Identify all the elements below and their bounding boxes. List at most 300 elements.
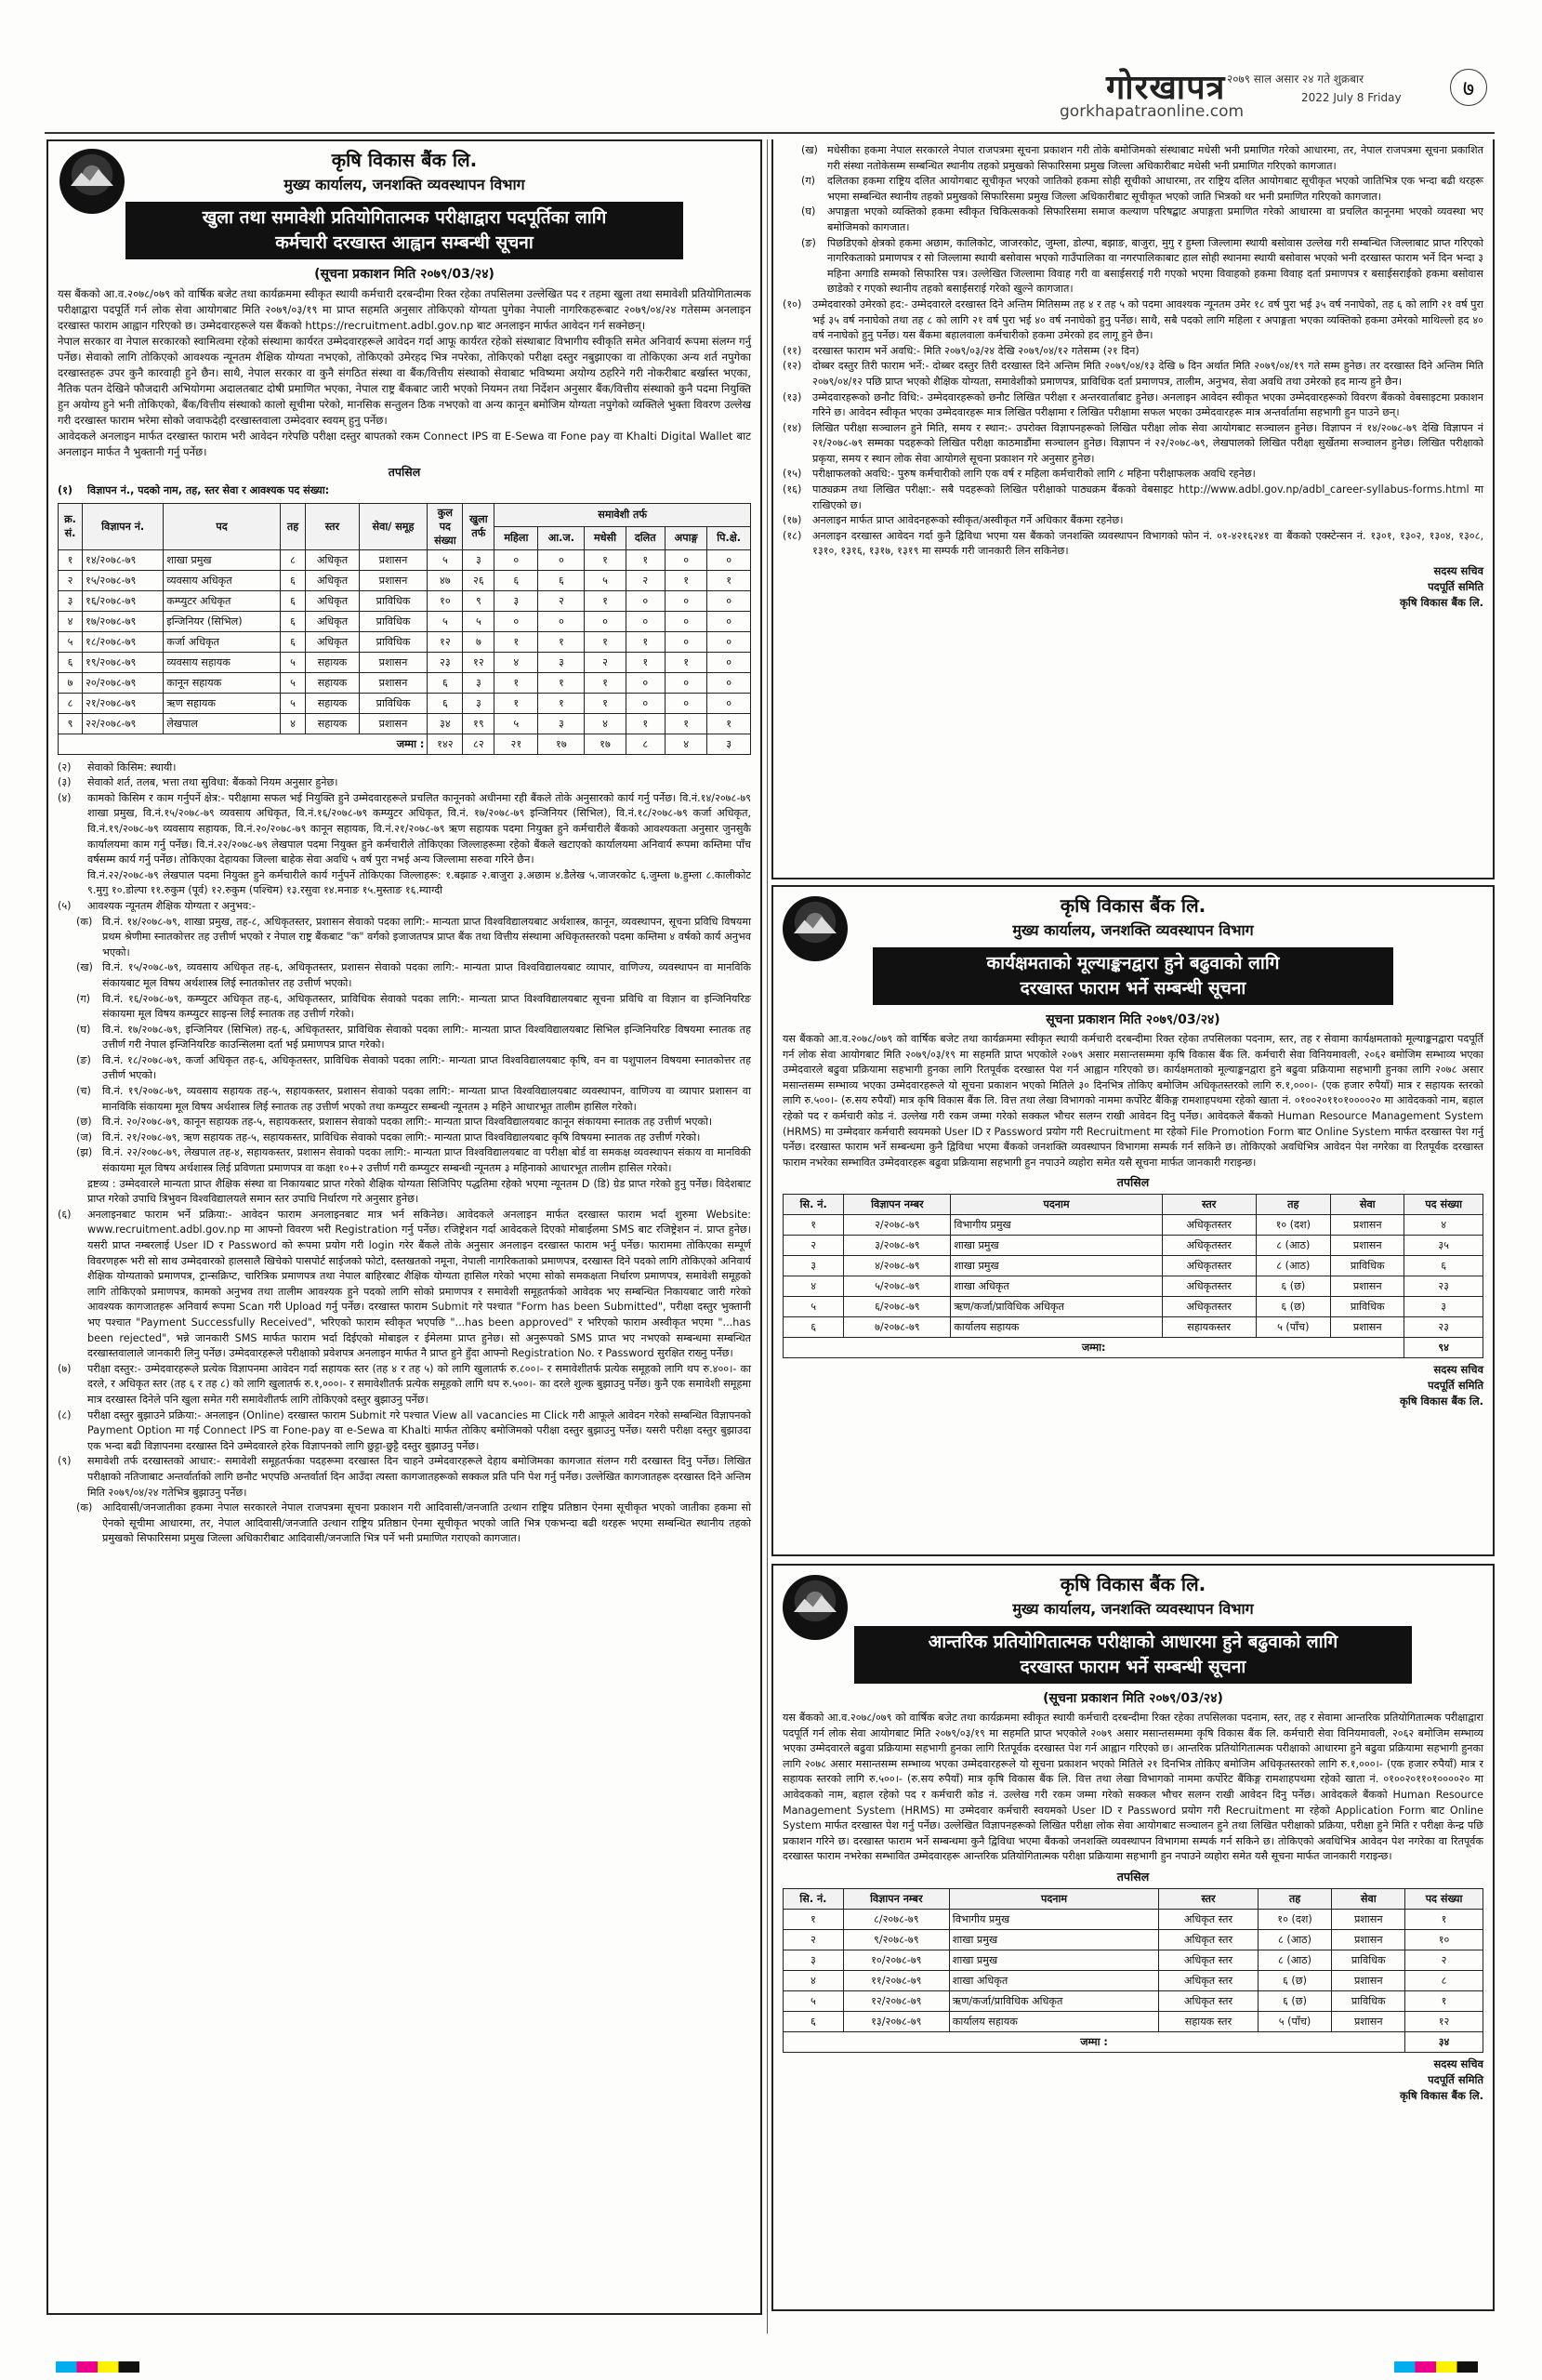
item-number: (क) bbox=[76, 915, 93, 928]
table-row bbox=[784, 1929, 1483, 1950]
th-total: कुल पद संख्या bbox=[428, 503, 463, 549]
item-text: आदिवासी/जनजातीका हकमा नेपाल सरकारले नेपाल राजपत्रमा सूचना प्रकाशन गरी आदिवासी/जनजाति उत्थान राष्ट्रिय प्रतिष्ठान ऐनमा सूचीकृत भएको जातीका हकमा सो ऐनको सूचीमा आधारमा, तर, नेपाल आदिवासी/जनजाति उत्थान राष्ट्रिय प्रतिष्ठान ऐनमा सूचीकृत भएको जाति भित्र एकभन्दा बढी थरहरू भएमा सम्बन्धित स्थानीय तहको प्रमुखको सिफारिसमा प्रमुख जिल्ला अधिकारीबाट आदिवासी/जनजाति भित्र पर्ने भनी प्रमाणित गराएको कागजात। bbox=[102, 1501, 752, 1545]
table-cell: २ bbox=[1405, 1950, 1483, 1970]
table-cell: ३ bbox=[59, 590, 83, 611]
notice-org: कृषि विकास बैंक लि. bbox=[331, 149, 478, 171]
notice-title-line2: दरखास्त फाराम भर्ने सम्बन्धी सूचना bbox=[1020, 1657, 1246, 1677]
item-text: सेवाको शर्त, तलब, भत्ता तथा सुविधा: बैंकको नियम अनुसार हुनेछ। bbox=[87, 776, 338, 789]
table-cell: २ bbox=[585, 652, 626, 672]
table-cell: अधिकृत स्तर bbox=[1159, 1950, 1258, 1970]
table-cell: १ bbox=[585, 549, 626, 570]
table-cell: अधिकृतस्तर bbox=[1162, 1276, 1256, 1297]
item-number: (छ) bbox=[76, 1116, 92, 1129]
table-cell: ७ bbox=[59, 672, 83, 693]
table-cell: प्रशासन bbox=[1331, 1215, 1404, 1236]
notice-subitem bbox=[76, 1084, 751, 1115]
table-cell: २३ bbox=[1404, 1276, 1483, 1297]
item-text: द्रष्टव्य : उम्मेदवारले मान्यता प्राप्त शैक्षिक संस्था वा निकायबाट प्राप्त गरेको शैक्षिक योग्यता सिजिपिए पद्धतिमा रहेको भएमा न्यूनतम D (डि) ग्रेड प्राप्त गरेको हुनु पर्नेछ। विदेशबाट प्राप्त गरेको उपाधि त्रिभुवन विश्वविद्यालयले समान स्तर उपाधि निर्धारण गरे अनुसार हुनेछ। bbox=[87, 1177, 751, 1206]
header-rule bbox=[45, 132, 1495, 134]
item-text: वि.नं. १८/२०७८-७९, कर्जा अधिकृत तह-६, अधिकृतस्तर, प्राविधिक सेवाको पदका लागि:- मान्यता प्राप्त विश्वविद्यालयबाट कृषि, वन वा पशुपालन विषयमा स्नातकोत्तर तह उत्तीर्ण भएको। bbox=[102, 1053, 751, 1082]
tapasil-heading: तपसिल bbox=[1116, 1869, 1150, 1884]
notice-dept: मुख्य कार्यालय, जनशक्ति व्यवस्थापन विभाग bbox=[1012, 1600, 1254, 1618]
intro-paragraph-2: नेपाल सरकार वा नेपाल सरकारको स्वामित्वमा रहेको संस्थामा कार्यरत उम्मेदवारहरूले आवेदन गर्दा आफू कार्यरत रहेको संस्थाबाट विभागीय स्वीकृति समेत अनिवार्य रूपमा संलग्न गर्नु पर्नेछ। सेवाको लागि तोकिएको आवश्यक न्यूनतम शैक्षिक योग्यता नभएको, तोकिएको उमेरहद भित्र नपरेका, तोकिएको परीक्षा दस्तुर नबुझाएका वा तोकिएका अन्य शर्त नपुगेका दरखास्तहरू उपर कुनै कारवाही हुने छैन। साथै, नेपाल सरकार वा कुनै संगठित संस्था वा बैंक/वित्तीय संस्थाको सेवाबाट भविष्यमा अयोग्य ठहरिने गरी नोकरीबाट बर्खास्त भएका, नैतिक पतन देखिने फौजदारी अभियोगमा अदालतबाट दोषी प्रमाणित भएका, नेपाल राष्ट्र बैंकबाट जारी भएको नियमन तथा निर्देशन अनुसार बैंक/वित्तीय संस्थाको कुनै पदमा नियुक्ति हुन अयोग्य हुने भनी तोकिएको, बैंक/वित्तीय संस्थाको कालो सूचीमा परेको, मानसिक सन्तुलन ठिक नभएको वा अन्य कानून बमोजिम योग्यता नपुगेको व्यक्तिले भुक्ता विवरण उल्लेख गरी दरखास्त फाराम भरेमा सोको जवाफदेही दरखास्तवाला उम्मेदवार स्वयम् हुनु पर्नेछ। bbox=[58, 335, 752, 427]
table-cell: सहायक bbox=[306, 693, 359, 713]
internal-table-head bbox=[784, 1888, 1483, 1909]
table-cell: ७ bbox=[463, 631, 494, 652]
table-cell: ० bbox=[707, 590, 751, 611]
table-cell: ० bbox=[626, 672, 665, 693]
table-cell: कार्यालय सहायक bbox=[949, 2011, 1159, 2031]
table-cell: ५ (पाँच) bbox=[1256, 1317, 1331, 1338]
table-cell: ० bbox=[494, 549, 538, 570]
table-cell: ३ bbox=[784, 1950, 844, 1970]
intro-paragraph: यस बैंकको आ.व.२०७८/०७९ को वार्षिक बजेट तथा कार्यक्रममा स्वीकृत स्थायी कर्मचारी दरबन्दीमा रिक्त रहेका तपसिलमा उल्लेखित पद र तहमा खुला तथा समावेशी प्रतियोगितात्मक परीक्षाद्वारा पदपूर्ति गर्न लोक सेवा आयोगबाट मिति २०७९/०३/१९ मा प्राप्त सहमति अनुसार तोकिएको योग्यता पुगेका नेपाली नागरिकहरूबाट २०७९/०४/२४ गतेसम्म अनलाइन दरखास्त फाराम आह्वान गरिएको छ। उम्मेदवारहरूले यस बैंकको https://recruitment.adbl.gov.np बाट अनलाइन मार्फत आवेदन गर्न सक्नेछन्। bbox=[58, 287, 751, 332]
notice-open-recruitment-continued bbox=[771, 139, 1495, 879]
table-cell: ऋण/कर्जा/प्राविधिक अधिकृत bbox=[951, 1297, 1162, 1317]
table-cell: प्राविधिक bbox=[359, 611, 428, 631]
signature-line: कृषि विकास बैंक लि. bbox=[1400, 2088, 1483, 2102]
table-cell: ५ bbox=[59, 631, 83, 652]
table-cell: १ bbox=[59, 549, 83, 570]
item-text: समावेशी तर्फ दरखास्तको आधार:- समावेशी समूहतर्फका पदहरूमा दरखास्त दिन चाहने उम्मेदवारहरूले देहाय बमोजिमका कागजात संलग्न गरी दरखास्त दिनु पर्नेछ। लिखित परीक्षाको नतिजाबाट अन्तर्वार्ताको लागि छनौट भएपछि अन्तर्वार्ता दिन आउँदा त्यस्ता कागजातहरूको सक्कल प्रति पनि पेश गर्नु पर्नेछ। उल्लेखित कागजातहरू दरखास्त दिने अन्तिम मिति २०७९/०४/२४ गतेभित्र बुझाउनु पर्नेछ। bbox=[87, 1455, 751, 1499]
publish-date: (सूचना प्रकाशन मिति २०७९/03/२४) bbox=[314, 267, 494, 282]
signature-line: सदस्य सचिव bbox=[1433, 2056, 1483, 2070]
table-cell: १ bbox=[1405, 1990, 1483, 2011]
table-cell: ६/२०७८-७९ bbox=[844, 1297, 951, 1317]
promotion-table-head bbox=[784, 1195, 1483, 1215]
notice-item bbox=[58, 1208, 751, 1362]
notice-subitem bbox=[76, 915, 751, 961]
notice-subitem bbox=[76, 1145, 751, 1176]
table-cell: ६ bbox=[280, 611, 305, 631]
notice-subitem bbox=[76, 1053, 751, 1084]
table-cell: अधिकृत स्तर bbox=[1159, 1909, 1258, 1929]
table-cell: ८ (आठ) bbox=[1258, 1950, 1332, 1970]
item-text: वि.नं. १४/२०७८-७९, शाखा प्रमुख, तह-८, अधिकृतस्तर, प्रशासन सेवाको पदका लागि:- मान्यता प्राप्त विश्वविद्यालयबाट अर्थशास्त्र, कानून, व्यवस्थापन, सूचना प्रविधि विषयमा प्रथम श्रेणीमा स्नातकोत्तर तह उत्तीर्ण भएको र नेपाल राष्ट्र बैंकबाट "क" वर्गको इजाजतपत्र प्राप्त बैंक तथा वित्तीय संस्थामा अधिकृतस्तरको पदमा कम्तिमा ४ वर्षको कार्य अनुभव भएको। bbox=[102, 915, 751, 959]
th-pichhadiyeko: पि.क्षे. bbox=[707, 526, 751, 549]
item-text: दोब्बर दस्तुर तिरी फाराम भर्ने:- दोब्बर दस्तुर तिरी दरखास्त दिने अन्तिम मिति २०७९/०४/१३ देखि ७ दिन अर्थात मिति २०७९/०४/१९ गते सम्म हुनेछ। तर दरखास्त दिने अन्तिम मिति २०७९/०४/१२ पछि प्राप्त भएको शैक्षिक योग्यता, समावेशीको प्रमाणपत्र, प्राविधिक दर्ता प्रमाणपत्र, तालीम, अनुभव, सेवा अवधि तथा उमेरको हद मान्य हुने छैन। bbox=[812, 360, 1483, 388]
item-number: (१८) bbox=[783, 529, 802, 542]
table-cell: १४/२०७८-७९ bbox=[83, 549, 164, 570]
table-cell: ५ bbox=[494, 713, 538, 734]
th-grade: स्तर bbox=[306, 503, 359, 549]
item-text: अनलाइनबाट फाराम भर्ने प्रक्रिया:- आवेदन फाराम अनलाइनबाट मात्र भर्न सकिनेछ। आवेदकले अनलाइन मार्फत दरखास्त फाराम भर्दा शुरुमा Website: www.recruitment.adbl.gov.np मा आफ्नो विवरण भरी Registration गर्नु पर्नेछ। रजिष्ट्रेशन गर्दा आवेदकले दिएको मोबाईलमा SMS बाट रजिष्ट्रेशन नं. प्राप्त हुनेछ। यसरी प्राप्त नम्बरलाई User ID र Password को रूपमा प्रयोग गरी login गरेर बैंकले तोके अनुसार अनलाइन दरखास्त फाराम भर्नु पर्नेछ। फाराममा तोकिएका सम्पूर्ण विवरणहरू भरी सो साथ उम्मेदवारको हालसालै खिचेको पासपोर्ट साईजको फोटो, दस्तखतको नमूना, नेपाली नागरिकताको प्रमाणपत्र, दरखास्त दिने पदको लागि तोकिएको अनिवार्य शैक्षिक योग्यताको प्रमाणपत्र, ट्रान्सक्रिप्ट, चारित्रिक प्रमाणपत्र तथा नेपाल बाहिरबाट शैक्षिक योग्यता हासिल गरेको भएमा सोको समकक्षता निर्धारण प्रमाणपत्र, समावेशी समूहको लागि तोकिएको प्रमाणपत्र, कामको अनुभव तथा तालीम आवश्यक हुने पदको लागि सोको प्रमाणपत्र र समावेशी समूहतर्फको आवेदक भए सम्बन्धित निकायबाट जारी गरेको आवश्यक कागजातहरू अनिवार्य रूपमा Scan गरी Upload गर्नु पर्नेछ। दरखास्त फाराम Submit गरे पश्चात "Form has been Submitted", परीक्षा दस्तुर भुक्तानी भए पश्चात "Payment Successfully Received", भरिएको फाराम स्वीकृत भएपछि "...has been approved" र भरिएको फाराम अस्वीकृत भएमा "...has been rejected", भन्ने जानकारी SMS मार्फत फाराम भर्दा दिईएको मोबाइल र ईमेलमा प्राप्त हुनेछ। सो अनुरूपको SMS प्राप्त भए नभएको सम्बन्धमा सम्बन्धित दरखास्तवालाले जानकारी लिनु पर्नेछ। उम्मेदवारहरूले परीक्षाको प्रवेशपत्र अनलाइन मार्फत नै प्राप्त हुने हुँदा आफ्नो Registration No. र Password सुरक्षित राख्नु पर्नेछ। bbox=[87, 1208, 751, 1360]
bank-logo-icon bbox=[59, 149, 125, 214]
intro-paragraph-3: आवेदकले अनलाइन मार्फत दरखास्त फाराम भरी आवेदन गरेपछि परीक्षा दस्तुर बापतको रकम Connect IPS वा E-Sewa वा Fone pay वा Khalti Digital Wallet बाट अनलाइन मार्फत नै भुक्तानी गर्नु पर्नेछ। bbox=[58, 430, 751, 458]
table-cell: १ bbox=[585, 631, 626, 652]
signature-line: पदपूर्ति समिति bbox=[1428, 1379, 1483, 1393]
notice-title bbox=[854, 1626, 1412, 1684]
table-cell: प्रशासन bbox=[359, 652, 428, 672]
signature-line: पदपूर्ति समिति bbox=[1428, 2072, 1483, 2086]
item-number: (४) bbox=[58, 791, 72, 804]
item-number bbox=[58, 1177, 82, 1208]
table-cell: ६ bbox=[428, 693, 463, 713]
table-cell: सहायक स्तर bbox=[1159, 2011, 1258, 2031]
item-text: दरखास्त फाराम भर्ने अवधि:- मिति २०७९/०३/२४ देखि २०७९/०४/१२ गतेसम्म (२१ दिन) bbox=[812, 344, 1140, 357]
item-number: (६) bbox=[58, 1208, 72, 1221]
table-cell: ३४ bbox=[428, 713, 463, 734]
table-cell: ३ bbox=[463, 549, 494, 570]
table-cell: प्रशासन bbox=[359, 570, 428, 590]
total-cell: ४ bbox=[665, 734, 706, 754]
notice-title bbox=[873, 947, 1393, 1005]
tapasil-heading: तपसिल bbox=[388, 465, 421, 479]
notice-item bbox=[783, 390, 1483, 421]
item-text: सेवाको किसिम: स्थायी। bbox=[87, 760, 177, 774]
item-text: अनलाइन दरखास्त आवेदन गर्दा कुनै द्विविधा भएमा यस बैंकको जनशक्ति व्यवस्थापन विभागको फोन नं. ०१-४२१६२४१ वा बैंकको एक्स्टेन्सन नं. १३०१, १३०२, १३०४, १३०८, १३१०, १३१६, १३१७, १३१९ मा सम्पर्क गरी जानकारी लिन सकिनेछ। bbox=[812, 529, 1483, 558]
table-cell: ऋण/कर्जा/प्राविधिक अधिकृत bbox=[949, 1990, 1159, 2011]
table-cell: २३ bbox=[1404, 1317, 1483, 1338]
table-cell: १ bbox=[784, 1215, 844, 1236]
section-number: (१) bbox=[58, 484, 73, 496]
table-cell: ० bbox=[538, 549, 585, 570]
table-cell: १ bbox=[626, 549, 665, 570]
table-cell: प्रशासन bbox=[1332, 1909, 1405, 1929]
table-cell: २६ bbox=[463, 570, 494, 590]
table-cell: ० bbox=[707, 693, 751, 713]
table-cell: शाखा अधिकृत bbox=[949, 1970, 1159, 1990]
table-cell: १ bbox=[707, 570, 751, 590]
item-text: अपाङ्गता भएको व्यक्तिको हकमा स्वीकृत चिकित्सकको सिफारिसमा समाज कल्याण परिषद्बाट अपाङ्गता प्रमाणित गरेको आधारमा वा प्रचलित कानूनमा भएको व्यवस्था भए बमोजिमको कागजात। bbox=[827, 205, 1483, 233]
table-cell: अधिकृत स्तर bbox=[1159, 1929, 1258, 1950]
table-cell: १ bbox=[665, 713, 706, 734]
item-number: (ख) bbox=[76, 961, 93, 974]
notice-subitem bbox=[76, 1501, 751, 1547]
table-header-cell: पद संख्या bbox=[1404, 1195, 1483, 1215]
table-cell: अधिकृत bbox=[306, 631, 359, 652]
table-cell: १ bbox=[707, 713, 751, 734]
table-cell: १ bbox=[538, 693, 585, 713]
table-cell: ३५ bbox=[1404, 1236, 1483, 1256]
table-cell: १ bbox=[626, 652, 665, 672]
bank-logo-icon bbox=[783, 1575, 848, 1640]
table-cell: ४ bbox=[784, 1276, 844, 1297]
table-cell: २२/२०७८-७९ bbox=[83, 713, 164, 734]
notice-subitem bbox=[76, 1115, 751, 1130]
table-cell: ४ bbox=[784, 1970, 844, 1990]
th-adv: विज्ञापन नं. bbox=[83, 503, 164, 549]
notice-title-line1: आन्तरिक प्रतियोगितात्मक परीक्षाको आधारमा हुने बढुवाको लागि bbox=[928, 1632, 1338, 1652]
table-cell: ५ bbox=[784, 1297, 844, 1317]
paper-url[interactable]: gorkhapatraonline.com bbox=[1060, 102, 1245, 121]
table-header-cell: पदनाम bbox=[949, 1888, 1159, 1909]
table-cell: प्राविधिक bbox=[359, 631, 428, 652]
table-cell: शाखा प्रमुख bbox=[951, 1236, 1162, 1256]
table-cell: प्राविधिक bbox=[1331, 1297, 1404, 1317]
table-cell: १५/२०७८-७९ bbox=[83, 570, 164, 590]
th-service: सेवा/ समूह bbox=[359, 503, 428, 549]
total-cell: ८२ bbox=[463, 734, 494, 754]
total-cell: १७ bbox=[538, 734, 585, 754]
notice-items-continued bbox=[783, 298, 1483, 560]
notice-item bbox=[783, 513, 1483, 529]
table-row bbox=[59, 672, 751, 693]
table-cell: ४७ bbox=[428, 570, 463, 590]
table-cell: १२ bbox=[428, 631, 463, 652]
table-cell: १० bbox=[1405, 1929, 1483, 1950]
table-cell: ४/२०७८-७९ bbox=[844, 1256, 951, 1276]
table-cell: १२ bbox=[1405, 2011, 1483, 2031]
item-number: (११) bbox=[783, 344, 802, 357]
signature-line: कृषि विकास बैंक लि. bbox=[1400, 1395, 1483, 1408]
item-number: (क) bbox=[76, 1501, 93, 1514]
table-cell: १ bbox=[784, 1909, 844, 1929]
th-madhesi: मधेसी bbox=[585, 526, 626, 549]
table-cell: ० bbox=[665, 693, 706, 713]
table-cell: १ bbox=[494, 672, 538, 693]
table-row bbox=[784, 1317, 1483, 1338]
left-column bbox=[46, 139, 762, 2334]
print-color-bar bbox=[1394, 2361, 1478, 2373]
notice-item bbox=[783, 298, 1483, 344]
table-row bbox=[59, 713, 751, 734]
notice-item bbox=[58, 760, 751, 776]
item-text: दलितका हकमा राष्ट्रिय दलित आयोगबाट सूचीकृत भएको जातिको हकमा सोही सूचीको आधारमा, तर राष्ट्रिय दलित आयोगबाट सूचीकृत भएको जातिभित्र एक भन्दा बढी थरहरू भएमा सम्बन्धित स्थानीय तहको प्रमुखको सिफारिसमा प्रमुख जिल्ला अधिकारीबाट सूचीकृत भएको जाति भित्रको थर भनी प्रमाणित गरिएको कागजात। bbox=[827, 175, 1483, 203]
notice-org: कृषि विकास बैंक लि. bbox=[1060, 1573, 1206, 1595]
table-cell: २/२०७८-७९ bbox=[844, 1215, 951, 1236]
table-cell: ० bbox=[626, 693, 665, 713]
table-cell: ५ bbox=[280, 693, 305, 713]
internal-promotion-table bbox=[783, 1888, 1483, 2053]
table-cell: अधिकृत bbox=[306, 611, 359, 631]
table-cell: ९ bbox=[463, 590, 494, 611]
table-cell: ६ bbox=[494, 570, 538, 590]
notice-item bbox=[58, 791, 751, 868]
masthead bbox=[1004, 56, 1487, 121]
table-total-row bbox=[784, 1338, 1483, 1358]
table-cell: प्राविधिक bbox=[1332, 1950, 1405, 1970]
table-row bbox=[784, 1950, 1483, 1970]
table-cell: ६ bbox=[280, 631, 305, 652]
table-cell: १ bbox=[538, 672, 585, 693]
item-number: (झ) bbox=[76, 1146, 93, 1159]
table-header-cell: तह bbox=[1258, 1888, 1332, 1909]
notice-item bbox=[783, 529, 1483, 560]
table-cell: लेखपाल bbox=[164, 713, 281, 734]
table-cell: ११/२०७८-७९ bbox=[843, 1970, 949, 1990]
internal-table-body bbox=[784, 1909, 1483, 2031]
notice-title-line1: खुला तथा समावेशी प्रतियोगितात्मक परीक्षाद्वारा पदपूर्तिका लागि bbox=[202, 207, 607, 228]
notice-title-line2: दरखास्त फाराम भर्ने सम्बन्धी सूचना bbox=[1020, 978, 1246, 998]
table-cell: २ bbox=[626, 570, 665, 590]
item-number: (ङ) bbox=[76, 1053, 91, 1066]
table-cell: प्रशासन bbox=[1331, 1276, 1404, 1297]
table-cell: ० bbox=[707, 549, 751, 570]
table-cell: ९ bbox=[59, 713, 83, 734]
table-cell: ० bbox=[707, 672, 751, 693]
total-cell: २१ bbox=[494, 734, 538, 754]
item-text: अनलाइन मार्फत प्राप्त आवेदनहरूको स्वीकृत/अस्वीकृत गर्ने अधिकार बैंकमा रहनेछ। bbox=[812, 514, 1124, 527]
table-cell: ७/२०७८-७९ bbox=[844, 1317, 951, 1338]
table-cell: ० bbox=[665, 549, 706, 570]
table-cell: २ bbox=[538, 590, 585, 611]
notice-subitem bbox=[801, 143, 1483, 174]
table-cell: ८ bbox=[280, 549, 305, 570]
table-cell: ८ bbox=[59, 693, 83, 713]
notice-subitem bbox=[76, 1130, 751, 1146]
table-cell: विभागीय प्रमुख bbox=[951, 1215, 1162, 1236]
table-cell: ० bbox=[665, 672, 706, 693]
table-cell: ४ bbox=[1404, 1215, 1483, 1236]
item-text: उम्मेदवारहरूको छनौट विधि:- उम्मेदवारहरूको छनौट लिखित परीक्षा र अन्तरवार्ताबाट हुनेछ। अनलाइन आवेदन स्वीकृत भएका उम्मेदवारहरूको विवरण बैंकको वेबसाइटमा प्रकाशन गरिने छ। आवेदन स्वीकृत भएका उम्मेदवारहरू मात्र लिखित परीक्षामा र लिखित परीक्षामा सफल भएका उम्मेदवारहरू मात्र अन्तर्वार्तामा सहभागी हुन पाउने छन्। bbox=[812, 390, 1483, 419]
item-number bbox=[58, 868, 82, 899]
notice-subitem bbox=[76, 992, 751, 1023]
table-cell: ५ bbox=[463, 611, 494, 631]
table-cell: ९/२०७८-७९ bbox=[843, 1929, 949, 1950]
signature-line: सदस्य सचिव bbox=[1433, 1363, 1483, 1377]
table-cell: ४ bbox=[585, 713, 626, 734]
table-cell: ६ bbox=[538, 570, 585, 590]
item-number: (च) bbox=[76, 1085, 91, 1098]
item-text: पाठ्यक्रम तथा लिखित परीक्षा:- सबै पदहरूको लिखित परीक्षाको पाठ्यक्रम बैंकको वेबसाइट http://www.adbl.gov.np/adbl_career-syllabus-forms.html मा राखिएको छ। bbox=[812, 483, 1483, 511]
table-cell: ५ bbox=[428, 611, 463, 631]
th-dalit: दलित bbox=[626, 526, 665, 549]
table-cell: प्रशासन bbox=[1331, 1317, 1404, 1338]
table-cell: ६ bbox=[1404, 1256, 1483, 1276]
notice-subitem bbox=[801, 174, 1483, 205]
th-sn: क्र. सं. bbox=[59, 503, 83, 549]
item-text: लिखित परीक्षा सञ्चालन हुने मिति, समय र स्थान:- उपरोक्त विज्ञापनहरूको लिखित परीक्षा लोक सेवा आयोगबाट सञ्चालन हुनेछ। विज्ञापन नं १४/२०७८-७९ देखि विज्ञापन नं २१/२०७८-७९ सम्मका पदहरूको लिखित परीक्षा काठमाडौंमा सञ्चालन हुनेछ। विज्ञापन नं २२/२०७८-७९, लेखपालको लिखित परीक्षा सुर्खेतमा सञ्चालन हुनेछ। लिखित परीक्षाको प्रकृया, समय र स्थान लोक सेवा आयोगले सूचना प्रकाशन गरे अनुसार हुनेछ। bbox=[812, 421, 1483, 465]
notice-item bbox=[58, 899, 751, 915]
table-cell: १७/२०७८-७९ bbox=[83, 611, 164, 631]
table-cell: ८ (आठ) bbox=[1258, 1929, 1332, 1950]
table-cell: ८ (आठ) bbox=[1256, 1236, 1331, 1256]
table-cell: १० (दश) bbox=[1258, 1909, 1332, 1929]
table-cell: प्रशासन bbox=[1331, 1236, 1404, 1256]
notice-subitem bbox=[76, 1023, 751, 1053]
item-text: कामको किसिम र काम गर्नुपर्ने क्षेत्र:- परीक्षामा सफल भई नियुक्ति हुने उम्मेदवारहरूले प्रचलित कानूनको अधीनमा रही बैंकले तोके अनुसारको कार्य गर्नु पर्नेछ। वि.नं.१४/२०७८-७९ शाखा प्रमुख, वि.नं.१५/२०७८-७९ व्यवसाय अधिकृत, वि.नं.१६/२०७८-७९ कम्प्युटर अधिकृत, वि.नं. १७/२०७८-७९ इन्जिनियर (सिभिल), वि.नं.१८/२०७८-७९ कर्जा अधिकृत, वि.नं.१९/२०७८-७९ व्यवसाय सहायक, वि.नं.२०/२०७८-७९ कानून सहायक, वि.नं.२१/२०७८-७९ ऋण सहायक पदमा नियुक्त हुने कर्मचारीले बैंकको आवश्यकता अनुसार जुनसुकै कार्यालयमा काम गर्नु पर्नेछ। वि.नं.२२/२०७८-७९ लेखपाल पदमा नियुक्त हुने कर्मचारीले तोकिएका जिल्लाहरूमा रहेको बैंकले खटाएको कार्यालयमा अनिवार्य रूपमा कम्तिमा पाँच वर्षसम्म कार्य गर्नु पर्नेछ। तोकिएका देहायका जिल्ला बाहेक सेवा अवधि ५ वर्ष पुरा नभई अन्य जिल्लामा सरुवा गरिने छैन। bbox=[87, 791, 752, 866]
table-cell: १० bbox=[428, 590, 463, 611]
item-text: वि.नं. १९/२०७८-७९, व्यवसाय सहायक तह-५, सहायकस्तर, प्रशासन सेवाको पदका लागि:- मान्यता प्राप्त विश्वविद्यालयबाट व्यवस्थापन, वाणिज्य वा व्यापार प्रशासन वा मानविकि संकायमा मूल विषय अर्थशास्त्र लिई स्नातक तह उत्तीर्ण भएको तथा कम्प्युटर सम्बन्धी न्यूनतम ३ महिने आधारभूत तालीम हासिल गरेको। bbox=[102, 1085, 751, 1113]
table-header-cell: पदनाम bbox=[951, 1195, 1162, 1215]
table-cell: ० bbox=[707, 652, 751, 672]
signature-line: पदपूर्ति समिति bbox=[1428, 580, 1483, 594]
vacancy-table-body bbox=[59, 549, 751, 734]
table-cell: शाखा प्रमुख bbox=[951, 1256, 1162, 1276]
table-cell: अधिकृतस्तर bbox=[1162, 1256, 1256, 1276]
table-cell: १२/२०७८-७९ bbox=[843, 1990, 949, 2011]
table-cell: कार्यालय सहायक bbox=[951, 1317, 1162, 1338]
table-cell: ० bbox=[665, 611, 706, 631]
item-number: (ज) bbox=[76, 1130, 93, 1144]
table-row bbox=[59, 570, 751, 590]
notice-item bbox=[58, 1454, 751, 1501]
table-header-cell: सि. नं. bbox=[784, 1195, 844, 1215]
item-text: परीक्षा दस्तुर बुझाउने प्रक्रिया:- अनलाइन (Online) दरखास्त फाराम Submit गरे पश्चात View all vacancies मा Click गरी आफूले आवेदन गरेको सम्बन्धित विज्ञापनको Payment Option मा गई Connect IPS वा Fone-pay वा e-Sewa वा Khalti मार्फत तोकिए बमोजिमको परीक्षा दस्तुर बुझाउनु पर्नेछ। यसरी परीक्षा दस्तुर बुझाउदा एक भन्दा बढी विज्ञापनमा दरखास्त दिने उम्मेदवारले हरेक विज्ञापनको लागि छुट्टा-छुट्टै दस्तुर बुझाउनु पर्नेछ। bbox=[87, 1408, 751, 1452]
item-number: (१५) bbox=[783, 468, 802, 481]
table-cell: ५ bbox=[280, 652, 305, 672]
table-cell: ५ bbox=[784, 1990, 844, 2011]
table-cell: ० bbox=[707, 611, 751, 631]
table-cell: ४ bbox=[494, 652, 538, 672]
table-cell: प्रशासन bbox=[359, 672, 428, 693]
item-number: (८) bbox=[58, 1408, 72, 1421]
column-separator bbox=[767, 139, 768, 2334]
item-number: (७) bbox=[58, 1362, 72, 1375]
table-cell: ४ bbox=[280, 713, 305, 734]
total-cell: ३४ bbox=[1405, 2031, 1483, 2052]
item-text: वि.नं. १६/२०७८-७९, कम्प्युटर अधिकृत तह-६, अधिकृतस्तर, प्राविधिक सेवाको पदका लागि:- मान्यता प्राप्त विश्वविद्यालयबाट सूचना प्रविधि वा विज्ञान वा इन्जिनियरिङ संकायमा मूल विषय कम्प्युटर साइन्स लिई स्नातक तह उत्तीर्ण गरेको। bbox=[102, 992, 751, 1021]
item-number: (ङ) bbox=[801, 236, 816, 249]
table-header-cell: विज्ञापन नम्बर bbox=[843, 1888, 949, 1909]
table-row bbox=[784, 1236, 1483, 1256]
item-number: (१६) bbox=[783, 483, 802, 496]
notice-subitem bbox=[801, 205, 1483, 235]
table-cell: १ bbox=[665, 652, 706, 672]
table-cell: अधिकृत bbox=[306, 590, 359, 611]
table-cell: ५ bbox=[280, 672, 305, 693]
table-cell: व्यवसाय सहायक bbox=[164, 652, 281, 672]
print-color-bar bbox=[56, 2361, 139, 2373]
table-cell: सहायक bbox=[306, 672, 359, 693]
notice-item bbox=[58, 775, 751, 791]
inclusive-list-continued bbox=[783, 143, 1483, 298]
table-cell: प्रशासन bbox=[1332, 1929, 1405, 1950]
bank-logo-icon bbox=[783, 896, 848, 961]
publish-date: सूचना प्रकाशन मिति २०७९/03/२४) bbox=[1046, 1012, 1220, 1027]
table-cell: शाखा प्रमुख bbox=[949, 1950, 1159, 1970]
table-row bbox=[784, 2011, 1483, 2031]
table-cell: ० bbox=[494, 611, 538, 631]
table-cell: २१/२०७८-७९ bbox=[83, 693, 164, 713]
table-cell: १ bbox=[585, 672, 626, 693]
item-text: परीक्षा दस्तुर:- उम्मेदवारहरूले प्रत्येक विज्ञापनमा आवेदन गर्दा सहायक स्तर (तह ४ र तह ५) को लागि खुलातर्फ रु.८००।- र समावेशीतर्फ प्रत्येक समूहको लागि थप रु.४००।- का दरले, र अधिकृत स्तर (तह ६ र तह ८) को लागि खुलातर्फ रु.१,०००।- र समावेशीतर्फ प्रत्येक समूहको लागि थप रु.५००।- का दरले शुल्क बुझाउनु पर्नेछ। कुनै एक समावेशी समूहमा मात्र दरखास्त दिनेले पनि खुला समेत गरी समावेशीतर्फ लागि तोकिएको दस्तुर बुझाउनु पर्नेछ। bbox=[87, 1362, 751, 1406]
table-cell: ६ (छ) bbox=[1258, 1990, 1332, 2011]
table-cell: ० bbox=[585, 611, 626, 631]
paper-name: गोरखापत्र bbox=[1106, 68, 1226, 107]
table-cell: १८/२०७८-७९ bbox=[83, 631, 164, 652]
table-cell: प्राविधिक bbox=[359, 693, 428, 713]
table-row bbox=[784, 1990, 1483, 2011]
table-cell: ० bbox=[626, 590, 665, 611]
table-cell: कम्प्युटर अधिकृत bbox=[164, 590, 281, 611]
table-header-cell: स्तर bbox=[1162, 1195, 1256, 1215]
table-cell: अधिकृत bbox=[306, 570, 359, 590]
table-cell: प्रशासन bbox=[1332, 2011, 1405, 2031]
th-open: खुला तर्फ bbox=[463, 503, 494, 549]
item-text: आवश्यक न्यूनतम शैक्षिक योग्यता र अनुभव:- bbox=[87, 899, 256, 912]
table-cell: ० bbox=[626, 611, 665, 631]
notice-item bbox=[783, 359, 1483, 390]
table-cell: ६ (छ) bbox=[1258, 1970, 1332, 1990]
section-1-heading bbox=[58, 483, 751, 499]
item-text: मधेसीका हकमा नेपाल सरकारले नेपाल राजपत्रमा सूचना प्रकाशन गरी तोके बमोजिमको संस्थाबाट मधेसी भनी प्रमाणित गरेको आधारमा, तर, नेपाल राजपत्रमा सूचना प्रकाशित गरी संस्था नतोकेसम्म सम्बन्धित स्थानीय तहको प्रमुखको सिफारिसमा प्रमुख जिल्ला अधिकारीबाट मधेसी भनी प्रमाणित गरिएको कागजात। bbox=[827, 144, 1483, 172]
item-number: (ख) bbox=[801, 144, 818, 156]
table-header-cell: सेवा bbox=[1331, 1195, 1404, 1215]
table-total-row bbox=[784, 2031, 1483, 2052]
table-cell: ३ bbox=[538, 713, 585, 734]
total-cell: ८ bbox=[626, 734, 665, 754]
table-header-cell: सेवा bbox=[1332, 1888, 1405, 1909]
table-cell: ऋण सहायक bbox=[164, 693, 281, 713]
table-cell: १ bbox=[1405, 1909, 1483, 1929]
table-cell: ० bbox=[538, 611, 585, 631]
notice-body: यस बैंकको आ.व.२०७८/०७९ को वार्षिक बजेट तथा कार्यक्रममा स्वीकृत स्थायी कर्मचारी दरबन्दीमा रिक्त रहेका तपसिलका पदनाम, स्तर, तह र सेवामा कार्यक्षमताको मूल्याङ्कनद्वारा पदपूर्ति गर्न लोक सेवा आयोगबाट मिति २०७९/०३/१९ मा सहमति प्राप्त भएकोले २०७९ असार मसान्तसम्ममा कृषि विकास बैंक लि. कर्मचारी सेवा विनियमावली, २०६२ बमोजिम सम्भाव्य भएका उम्मेदवारले बढुवा प्रक्रियामा सहभागी हुनका लागि रितपूर्वक दरखास्त पेश गर्न आह्वान गरिएको छ। कार्यक्षमताको मूल्याङ्कनद्वारा हुने बढुवा प्रक्रियामा सहभागी हुनका लागि २०७८ असार मसान्तसम्म सम्भाव्य भएका उम्मेदवारहरूले यो सूचना प्रकाशन भएको मितिले ३० दिनभित्र तोकिए बमोजिम अधिकृतस्तरको लागि रु.१,०००।- (एक हजार रुपैयाँ) मात्र र सहायक स्तरको लागि रु.५००।- (रु.सय रुपैयाँ) मात्र कृषि विकास बैंक लि. वित्त तथा लेखा विभागको नाममा कर्पोरेट बैंकिङ्ग रामशाहपथमा रहेको खाता नं. ०१००२०११०१००००२० मा आवेदकको नाम, बहाल रहेको पद र कर्मचारी कोड नं. उल्लेख गरी रकम जम्मा गरेको सक्कल भौचर सलग्न राखी आवेदन दिनु पर्नेछ। आवेदकले बैंकको Human Resource Management System (HRMS) मा उम्मेदवार कर्मचारी स्वयमको User ID र Password प्रयोग गरी Recruitment मा रहेको File Promotion Form बाट Online System मार्फत दरखास्त पेश गर्नु पर्नेछ। दरखास्त फाराम भर्ने सम्बन्धमा कुनै द्विविधा भएमा बैंकको जनशक्ति व्यवस्थापन विभागमा सम्पर्क गर्न सकिने छ। तोकिएको अवधिभित्र आवेदन पेश नगरेका वा रितपूर्वक दरखास्त फाराम नभरेका सम्भावित उम्मेदवारहरू बढुवा प्रक्रियामा सहभागी हुन नपाउने व्यहोरा समेत यसै सूचना मार्फत जानकारी गराइन्छ। bbox=[783, 1033, 1483, 1169]
table-cell: १२ bbox=[463, 652, 494, 672]
table-cell: प्रशासन bbox=[359, 713, 428, 734]
item-text: वि.नं. २१/२०७८-७९, ऋण सहायक तह-५, सहायकस्तर, प्राविधिक सेवाको पदका लागि:- मान्यता प्राप्त विश्वविद्यालयबाट कृषि विषयमा स्नातक तह उत्तीर्ण गरेको। bbox=[102, 1130, 701, 1144]
item-text: वि.नं. २२/२०७८-७९, लेखपाल तह-४, सहायकस्तर, प्रशासन सेवाको पदका लागि:- मान्यता प्राप्त विश्वविद्यालयबाट वा परीक्षा बोर्ड वा समकक्ष व्यवस्थापन संकाय वा मानविकी संकायमा मूल विषय अर्थशास्त्र लिई प्रविणता प्रमाणपत्र वा कक्षा १०+२ उत्तीर्ण गरी कम्प्युटर सम्बन्धी न्यूनतम ३ महिनाको आधारभूत तालीम हासिल गरेको। bbox=[102, 1146, 751, 1175]
table-cell: ६ bbox=[784, 1317, 844, 1338]
table-cell: कानून सहायक bbox=[164, 672, 281, 693]
table-cell: १ bbox=[665, 570, 706, 590]
table-cell: १ bbox=[626, 631, 665, 652]
notice-items-2 bbox=[58, 1177, 751, 1501]
notice-item bbox=[58, 1408, 751, 1455]
table-cell: प्रशासन bbox=[1332, 1970, 1405, 1990]
table-cell: ० bbox=[665, 590, 706, 611]
